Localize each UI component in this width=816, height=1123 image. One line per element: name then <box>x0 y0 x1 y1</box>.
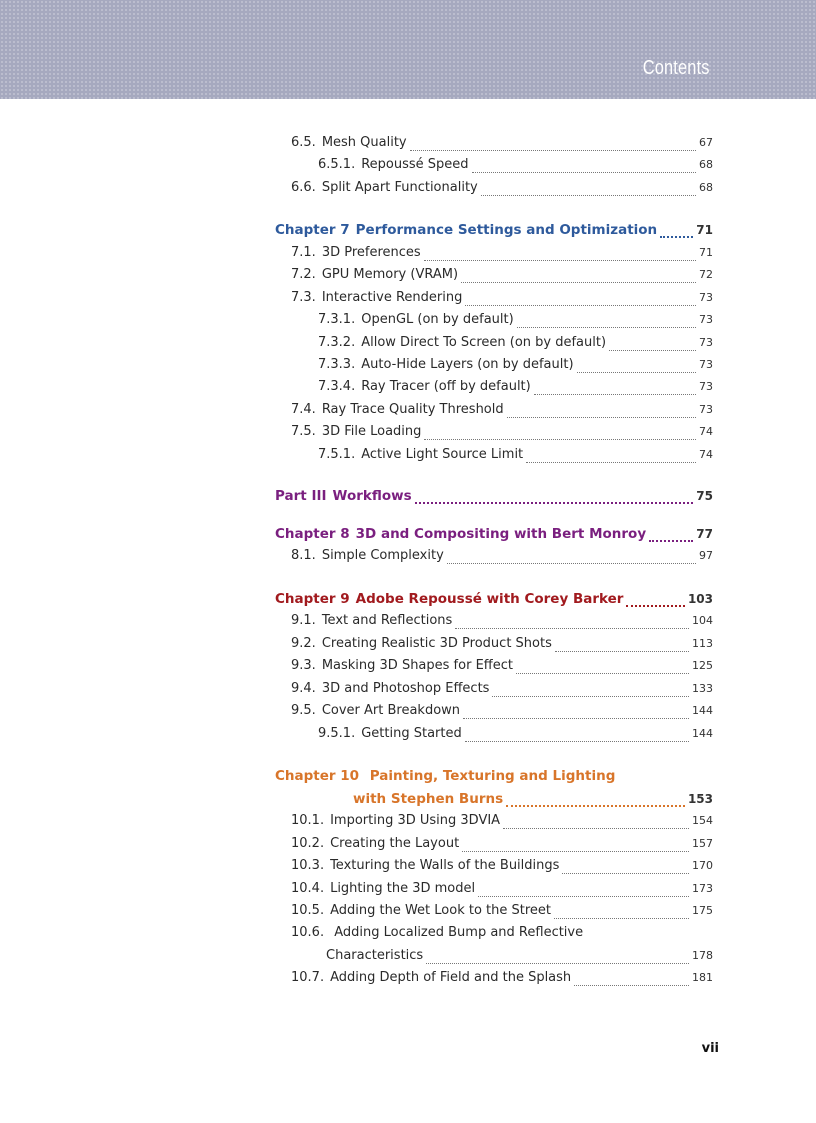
dot-leader <box>555 650 689 652</box>
dot-leader <box>455 627 689 629</box>
dot-leader <box>472 171 696 173</box>
dot-leader <box>426 962 689 964</box>
toc-entry-title: Cover Art Breakdown <box>321 703 461 718</box>
toc-entry-page: 67 <box>699 136 713 149</box>
toc-entry[interactable] <box>291 813 713 833</box>
toc-entry-number: 7.3. <box>291 290 316 305</box>
toc-entry-number: 9.5.1. <box>318 726 356 741</box>
toc-entry-title: Adding Depth of Field and the Splash <box>330 970 572 985</box>
toc-entry-title: Mesh Quality <box>321 135 407 150</box>
toc-entry[interactable] <box>291 135 713 155</box>
toc-entry-title: Split Apart Functionality <box>321 180 478 195</box>
toc-entry-title: Active Light Source Limit <box>361 447 524 462</box>
toc-entry-number: 7.3.1. <box>318 312 356 327</box>
toc-entry[interactable] <box>291 267 713 287</box>
toc-entry-title: Adding the Wet Look to the Street <box>330 903 552 918</box>
toc-entry-page: 154 <box>692 814 713 827</box>
toc-entry-page: 74 <box>699 425 713 438</box>
toc-chapter-entry-line2[interactable] <box>353 791 713 811</box>
toc-entry-page: 170 <box>692 859 713 872</box>
dot-leader <box>516 672 689 674</box>
dot-leader <box>562 872 689 874</box>
toc-chapter-entry[interactable] <box>275 526 713 546</box>
toc-entry-number: 10.4. <box>291 881 325 896</box>
toc-entry[interactable] <box>291 881 713 901</box>
toc-entry-title: Interactive Rendering <box>321 290 463 305</box>
toc-entry-number: 10.5. <box>291 903 325 918</box>
toc-entry-page: 73 <box>699 358 713 371</box>
dot-leader <box>410 149 696 151</box>
dot-leader <box>424 438 696 440</box>
toc-chapter-entry-line1[interactable] <box>275 768 615 784</box>
toc-entry[interactable] <box>291 636 713 656</box>
toc-entry-title: Adding Localized Bump and Reflective <box>334 925 584 940</box>
toc-entry-page: 175 <box>692 904 713 917</box>
toc-entry-page: 181 <box>692 971 713 984</box>
dot-leader <box>507 416 696 418</box>
toc-entry[interactable] <box>318 357 713 377</box>
toc-entry-page: 68 <box>699 181 713 194</box>
dot-leader <box>554 917 689 919</box>
toc-entry-number: 10.7. <box>291 970 325 985</box>
dot-leader <box>462 850 689 852</box>
toc-entry-title: Lighting the 3D model <box>330 881 476 896</box>
toc-entry-page: 73 <box>699 313 713 326</box>
toc-entry-number: 8.1. <box>291 548 316 563</box>
toc-entry-page: 157 <box>692 837 713 850</box>
toc-entry-number: 9.1. <box>291 613 316 628</box>
toc-entry[interactable] <box>318 447 713 467</box>
toc-chapter-page: 153 <box>687 792 713 806</box>
dot-leader <box>534 393 696 395</box>
toc-entry-page: 125 <box>692 659 713 672</box>
toc-entry-page: 178 <box>692 949 713 962</box>
toc-entry-number: 6.6. <box>291 180 316 195</box>
toc-part-entry[interactable] <box>275 488 713 508</box>
dot-leader <box>465 740 689 742</box>
toc-entry-title: Creating the Layout <box>330 836 460 851</box>
toc-entry[interactable] <box>318 312 713 332</box>
toc-entry-number: 10.1. <box>291 813 325 828</box>
toc-entry[interactable] <box>291 424 713 444</box>
toc-entry-title: Creating Realistic 3D Product Shots <box>321 636 552 651</box>
dot-leader <box>447 562 696 564</box>
dot-leader <box>463 717 689 719</box>
toc-entry-number: 9.4. <box>291 681 316 696</box>
toc-entry[interactable] <box>291 703 713 723</box>
toc-entry[interactable] <box>291 402 713 422</box>
toc-entry[interactable] <box>318 335 713 355</box>
toc-chapter-title: Adobe Repoussé with Corey Barker <box>355 591 624 607</box>
toc-entry-number: 6.5.1. <box>318 157 356 172</box>
toc-entry-title: Text and Reflections <box>321 613 453 628</box>
toc-entry-page: 74 <box>699 448 713 461</box>
toc-entry-page: 97 <box>699 549 713 562</box>
dot-leader <box>481 194 696 196</box>
dot-leader <box>574 984 689 986</box>
toc-entry-page: 73 <box>699 336 713 349</box>
toc-chapter-entry[interactable] <box>275 222 713 242</box>
dot-leader <box>660 235 693 238</box>
toc-entry-number: 10.3. <box>291 858 325 873</box>
toc-chapter-title: Performance Settings and Optimization <box>355 222 658 238</box>
toc-chapter-page: 71 <box>696 223 713 237</box>
toc-entry[interactable] <box>291 613 713 633</box>
toc-entry-number: 10.2. <box>291 836 325 851</box>
toc-entry[interactable] <box>318 379 713 399</box>
toc-part-page: 75 <box>696 489 713 503</box>
toc-entry-line1[interactable] <box>291 925 583 940</box>
toc-entry-page: 133 <box>692 682 713 695</box>
toc-chapter-number: Chapter 8 <box>275 526 350 542</box>
toc-entry-number: 7.3.4. <box>318 379 356 394</box>
toc-entry-title: 3D and Photoshop Effects <box>321 681 490 696</box>
toc-entry[interactable] <box>291 681 713 701</box>
page-number: vii <box>701 1041 719 1056</box>
toc-entry-title: Ray Trace Quality Threshold <box>321 402 504 417</box>
toc-entry-title: OpenGL (on by default) <box>361 312 514 327</box>
toc-entry-title-continued: Characteristics <box>326 948 424 963</box>
dot-leader <box>609 349 696 351</box>
toc-entry-page: 73 <box>699 291 713 304</box>
toc-entry[interactable] <box>318 726 713 746</box>
running-header-title: Contents <box>643 57 710 79</box>
toc-entry-number: 6.5. <box>291 135 316 150</box>
toc-entry-title: 3D Preferences <box>321 245 421 260</box>
dot-leader <box>517 326 696 328</box>
toc-entry-page: 68 <box>699 158 713 171</box>
dot-leader <box>461 281 696 283</box>
toc-entry-page: 104 <box>692 614 713 627</box>
toc-chapter-entry[interactable] <box>275 591 713 611</box>
toc-entry-number: 9.3. <box>291 658 316 673</box>
toc-chapter-title: Painting, Texturing and Lighting <box>369 768 616 784</box>
toc-entry-number: 7.4. <box>291 402 316 417</box>
toc-entry[interactable] <box>291 180 713 200</box>
toc-entry-page: 72 <box>699 268 713 281</box>
toc-entry-title: Masking 3D Shapes for Effect <box>321 658 513 673</box>
toc-entry-number: 9.5. <box>291 703 316 718</box>
toc-entry-title: Importing 3D Using 3DVIA <box>330 813 501 828</box>
toc-entry-title: GPU Memory (VRAM) <box>321 267 459 282</box>
toc-entry-title: Repoussé Speed <box>361 157 469 172</box>
toc-entry[interactable] <box>291 290 713 310</box>
toc-entry-page: 144 <box>692 727 713 740</box>
dot-leader <box>465 304 696 306</box>
dot-leader <box>503 827 689 829</box>
toc-entry-title: Ray Tracer (off by default) <box>361 379 531 394</box>
toc-entry-title: Texturing the Walls of the Buildings <box>330 858 560 873</box>
toc-entry-page: 144 <box>692 704 713 717</box>
toc-entry-number: 9.2. <box>291 636 316 651</box>
toc-chapter-number: Chapter 9 <box>275 591 350 607</box>
toc-entry-number: 7.2. <box>291 267 316 282</box>
dot-leader <box>478 895 689 897</box>
toc-entry[interactable] <box>291 658 713 678</box>
toc-entry-title: Auto-Hide Layers (on by default) <box>361 357 574 372</box>
toc-entry[interactable] <box>291 858 713 878</box>
toc-entry-page: 73 <box>699 403 713 416</box>
toc-entry-number: 7.5.1. <box>318 447 356 462</box>
toc-entry[interactable] <box>291 836 713 856</box>
toc-entry-number: 7.3.3. <box>318 357 356 372</box>
toc-chapter-page: 77 <box>696 527 713 541</box>
dot-leader <box>577 371 696 373</box>
toc-entry-page: 71 <box>699 246 713 259</box>
toc-chapter-title-continued: with Stephen Burns <box>353 791 504 807</box>
toc-chapter-number: Chapter 7 <box>275 222 350 238</box>
toc-entry-page: 173 <box>692 882 713 895</box>
toc-entry-title: Simple Complexity <box>321 548 444 563</box>
toc-entry[interactable] <box>291 970 713 990</box>
toc-entry-number: 7.1. <box>291 245 316 260</box>
toc-entry-title: 3D File Loading <box>321 424 422 439</box>
dot-leader <box>526 461 696 463</box>
toc-entry[interactable] <box>291 903 713 923</box>
toc-entry-page: 73 <box>699 380 713 393</box>
toc-entry-number: 7.3.2. <box>318 335 356 350</box>
toc-chapter-title: 3D and Compositing with Bert Monroy <box>355 526 647 542</box>
dot-leader <box>415 501 694 504</box>
toc-entry-page: 113 <box>692 637 713 650</box>
toc-part-number: Part III <box>275 488 327 504</box>
toc-entry-number: 10.6. <box>291 925 325 940</box>
dot-leader <box>626 604 685 607</box>
toc-entry[interactable] <box>318 157 713 177</box>
dot-leader <box>506 804 685 807</box>
toc-part-title: Workflows <box>332 488 412 504</box>
toc-entry-line2[interactable] <box>326 948 713 968</box>
toc-entry-title: Getting Started <box>361 726 462 741</box>
dot-leader <box>649 539 693 542</box>
toc-chapter-page: 103 <box>687 592 713 606</box>
toc-entry[interactable] <box>291 548 713 568</box>
dot-leader <box>492 695 689 697</box>
dot-leader <box>424 259 696 261</box>
toc-entry-title: Allow Direct To Screen (on by default) <box>361 335 607 350</box>
toc-entry-number: 7.5. <box>291 424 316 439</box>
toc-chapter-number: Chapter 10 <box>275 768 360 784</box>
toc-entry[interactable] <box>291 245 713 265</box>
